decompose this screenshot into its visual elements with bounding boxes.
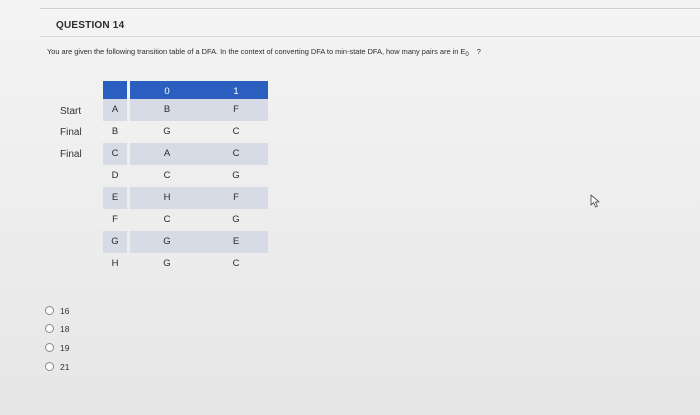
question-divider (40, 36, 700, 37)
transition-cell-0: G (130, 231, 204, 253)
transition-cell-0: H (130, 187, 204, 209)
state-cell: D (111, 170, 119, 181)
mouse-cursor-icon (590, 194, 602, 208)
answer-option-label: 16 (60, 305, 70, 316)
header-cell-input-0: 0 (130, 81, 204, 103)
transition-cell-1: C (232, 258, 240, 269)
question-text-subscript: 0 (465, 52, 469, 58)
row-label-start: Start (60, 106, 82, 117)
question-title: QUESTION 14 (56, 20, 125, 31)
question-text-main: You are given the following transition table of a DFA. In the context of converting DFA to min-state DFA, how many pairs are in E (47, 47, 466, 56)
table-row (100, 187, 268, 209)
question-text-end: ? (476, 47, 481, 56)
table-row (100, 253, 268, 275)
table-row (100, 231, 268, 253)
transition-cell-1: C (232, 126, 240, 137)
table-row (100, 143, 268, 165)
transition-cell-0: G (163, 126, 171, 137)
answer-option-label: 19 (60, 342, 70, 353)
transition-cell-1: C (204, 143, 268, 165)
transition-cell-1: G (232, 170, 240, 181)
radio-icon[interactable] (45, 362, 54, 371)
answer-option-label: 18 (60, 323, 70, 334)
table-row (100, 165, 268, 187)
top-divider (40, 8, 700, 9)
transition-cell-1: E (204, 231, 268, 253)
transition-cell-0: C (163, 214, 171, 225)
transition-cell-0: A (130, 143, 204, 165)
state-cell: G (103, 231, 127, 253)
answer-option-4[interactable] (45, 360, 69, 373)
answer-option-3[interactable] (45, 341, 69, 354)
header-cell-input-1: 1 (204, 81, 268, 103)
state-cell: F (112, 214, 118, 225)
table-row (100, 121, 268, 143)
answer-option-1[interactable] (45, 304, 69, 317)
state-cell: H (111, 258, 119, 269)
transition-cell-1: F (204, 187, 268, 209)
radio-icon[interactable] (45, 324, 54, 333)
transition-cell-1: G (232, 214, 240, 225)
table-row (100, 209, 268, 231)
transition-cell-0: G (163, 258, 171, 269)
question-text (47, 47, 481, 58)
state-cell: C (103, 143, 127, 165)
row-label-final-1: Final (60, 127, 82, 138)
row-label-final-2: Final (60, 149, 82, 160)
radio-icon[interactable] (45, 343, 54, 352)
state-cell: E (103, 187, 127, 209)
state-cell: B (111, 126, 119, 137)
table-row (100, 99, 268, 121)
answer-option-2[interactable] (45, 322, 69, 335)
transition-cell-1: F (204, 99, 268, 121)
state-cell: A (103, 99, 127, 121)
answer-option-label: 21 (60, 361, 70, 372)
transition-cell-0: C (163, 170, 171, 181)
radio-icon[interactable] (45, 306, 54, 315)
transition-cell-0: B (130, 99, 204, 121)
